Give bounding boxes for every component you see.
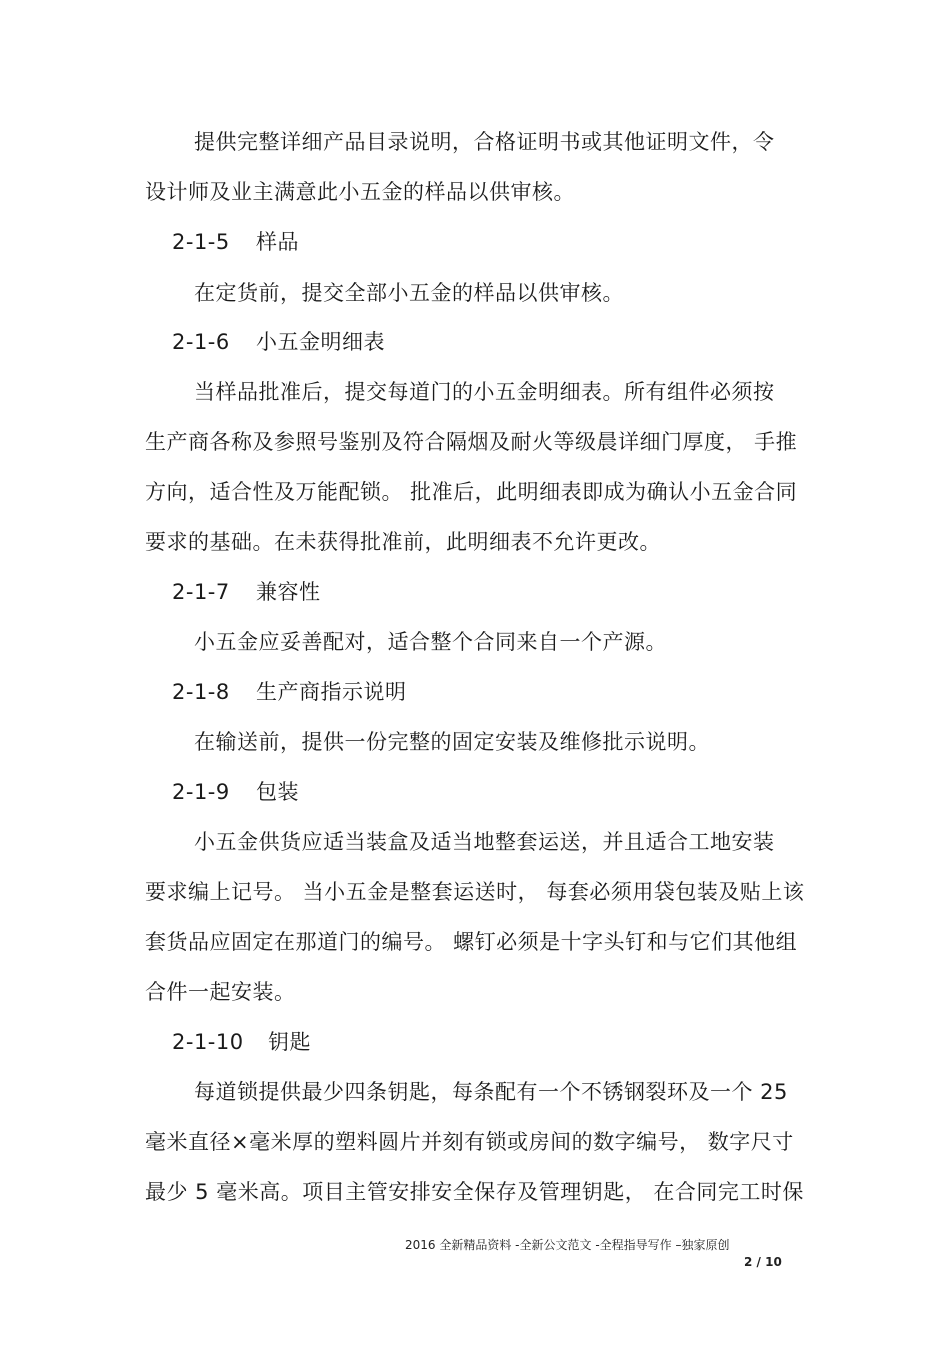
section-title: 生产商指示说明 bbox=[256, 680, 407, 704]
paragraph-line: 当样品批准后，提交每道门的小五金明细表。所有组件必须按 bbox=[194, 380, 775, 404]
section-title: 包装 bbox=[256, 780, 299, 804]
paragraph-line: 方向，适合性及万能配锁。 批准后，此明细表即成为确认小五金合同 bbox=[145, 480, 798, 504]
paragraph-line: 要求编上记号。 当小五金是整套运送时， 每套必须用袋包装及贴上该 bbox=[145, 880, 805, 904]
section-heading-2-1-8 bbox=[172, 678, 407, 706]
paragraph-line: 在定货前，提交全部小五金的样品以供审核。 bbox=[194, 281, 624, 305]
paragraph-line: 每道锁提供最少四条钥匙，每条配有一个不锈钢裂环及一个 25 bbox=[194, 1080, 788, 1104]
paragraph-line: 小五金供货应适当装盒及适当地整套运送，并且适合工地安装 bbox=[194, 830, 775, 854]
section-number: 2-1-9 bbox=[172, 780, 230, 804]
footer-text: 2016 全新精品资料 -全新公文范文 -全程指导写作 –独家原创 bbox=[405, 1238, 730, 1252]
section-number: 2-1-7 bbox=[172, 580, 230, 604]
section-heading-2-1-6 bbox=[172, 328, 385, 356]
section-title: 样品 bbox=[256, 230, 299, 254]
section-title: 小五金明细表 bbox=[256, 330, 385, 354]
paragraph-line: 设计师及业主满意此小五金的样品以供审核。 bbox=[145, 180, 575, 204]
section-title: 钥匙 bbox=[268, 1030, 311, 1054]
paragraph-line: 在输送前，提供一份完整的固定安装及维修批示说明。 bbox=[194, 730, 710, 754]
section-number: 2-1-5 bbox=[172, 230, 230, 254]
section-heading-2-1-5 bbox=[172, 228, 299, 256]
section-heading-2-1-7 bbox=[172, 578, 321, 606]
section-number: 2-1-10 bbox=[172, 1030, 244, 1054]
paragraph-line: 合件一起安装。 bbox=[145, 980, 296, 1004]
paragraph-line: 要求的基础。在未获得批准前，此明细表不允许更改。 bbox=[145, 530, 661, 554]
section-heading-2-1-10 bbox=[172, 1028, 311, 1056]
paragraph-line: 提供完整详细产品目录说明，合格证明书或其他证明文件，令 bbox=[194, 130, 775, 154]
paragraph-line: 最少 5 毫米高。项目主管安排安全保存及管理钥匙， 在合同完工时保 bbox=[145, 1180, 804, 1204]
section-title: 兼容性 bbox=[256, 580, 321, 604]
paragraph-line: 生产商各称及参照号鉴别及符合隔烟及耐火等级晨详细门厚度， 手推 bbox=[145, 430, 798, 454]
paragraph-line: 小五金应妥善配对，适合整个合同来自一个产源。 bbox=[194, 630, 667, 654]
page-number: 2 / 10 bbox=[744, 1255, 782, 1269]
paragraph-line: 毫米直径×毫米厚的塑料圆片并刻有锁或房间的数字编号， 数字尺寸 bbox=[145, 1130, 794, 1154]
section-heading-2-1-9 bbox=[172, 778, 299, 806]
section-number: 2-1-8 bbox=[172, 680, 230, 704]
paragraph-line: 套货品应固定在那道门的编号。 螺钉必须是十字头钉和与它们其他组 bbox=[145, 930, 798, 954]
section-number: 2-1-6 bbox=[172, 330, 230, 354]
